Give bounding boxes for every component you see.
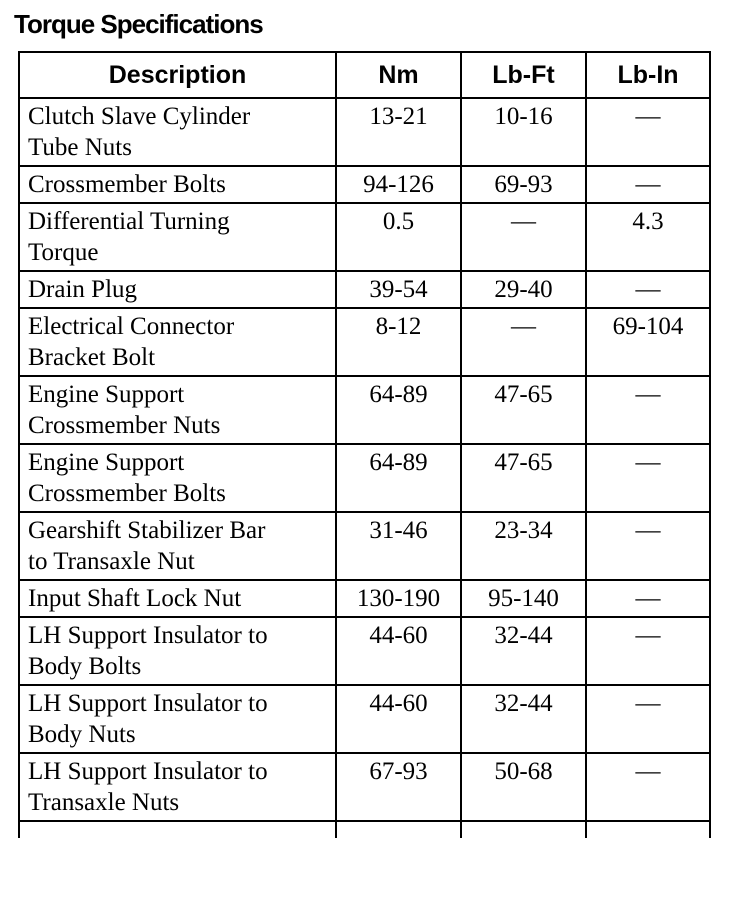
- description-cell: [19, 580, 336, 617]
- description-line: Torque: [28, 239, 99, 266]
- description-line: LH Support Insulator to: [28, 622, 268, 649]
- nm-cell: 0.5: [336, 203, 461, 271]
- nm-cell: 44-60: [336, 617, 461, 685]
- table-row: [19, 753, 710, 821]
- description-line: to Transaxle Nut: [28, 548, 195, 575]
- table-row: [19, 512, 710, 580]
- table-row: [19, 685, 710, 753]
- description-line: Gearshift Stabilizer Bar: [28, 517, 266, 544]
- description-line: Tube Nuts: [28, 134, 132, 161]
- lbft-cell: 95-140: [461, 580, 586, 617]
- lbin-cell: —: [586, 753, 710, 821]
- description-cell: [19, 203, 336, 271]
- description-cell: [19, 98, 336, 166]
- column-header-description: Description: [19, 52, 336, 98]
- description-line: Crossmember Bolts: [28, 171, 226, 198]
- table-cell-empty: [19, 821, 336, 838]
- description-cell: [19, 444, 336, 512]
- lbft-cell: —: [461, 203, 586, 271]
- description-cell: [19, 512, 336, 580]
- lbft-cell: 32-44: [461, 617, 586, 685]
- description-line: Drain Plug: [28, 276, 138, 303]
- table-row: [19, 444, 710, 512]
- table-row: [19, 271, 710, 308]
- description-line: Differential Turning: [28, 208, 230, 235]
- nm-cell: 39-54: [336, 271, 461, 308]
- lbft-cell: 69-93: [461, 166, 586, 203]
- lbft-cell: —: [461, 308, 586, 376]
- table-cell-empty: [461, 821, 586, 838]
- column-header-lbft: Lb-Ft: [461, 52, 586, 98]
- nm-cell: 67-93: [336, 753, 461, 821]
- table-row: [19, 580, 710, 617]
- column-header-lbin: Lb-In: [586, 52, 710, 98]
- table-cell-empty: [586, 821, 710, 838]
- lbin-cell: —: [586, 685, 710, 753]
- lbft-cell: 47-65: [461, 376, 586, 444]
- description-line: Transaxle Nuts: [28, 789, 180, 816]
- lbft-cell: 10-16: [461, 98, 586, 166]
- lbin-cell: 69-104: [586, 308, 710, 376]
- lbft-cell: 32-44: [461, 685, 586, 753]
- lbin-cell: —: [586, 580, 710, 617]
- table-row: [19, 166, 710, 203]
- table-header-row: [19, 52, 710, 98]
- table-row: [19, 617, 710, 685]
- nm-cell: 31-46: [336, 512, 461, 580]
- description-cell: [19, 308, 336, 376]
- description-line: Body Nuts: [28, 721, 136, 748]
- description-line: LH Support Insulator to: [28, 690, 268, 717]
- description-cell: [19, 685, 336, 753]
- description-line: Electrical Connector: [28, 313, 235, 340]
- description-cell: [19, 166, 336, 203]
- column-header-nm: Nm: [336, 52, 461, 98]
- description-cell: [19, 753, 336, 821]
- nm-cell: 64-89: [336, 376, 461, 444]
- description-cell: [19, 376, 336, 444]
- description-line: Bracket Bolt: [28, 344, 156, 371]
- table-cell-empty: [336, 821, 461, 838]
- nm-cell: 44-60: [336, 685, 461, 753]
- lbft-cell: 47-65: [461, 444, 586, 512]
- nm-cell: 130-190: [336, 580, 461, 617]
- description-line: Clutch Slave Cylinder: [28, 103, 251, 130]
- lbin-cell: —: [586, 98, 710, 166]
- table-row: [19, 98, 710, 166]
- description-line: Input Shaft Lock Nut: [28, 585, 242, 612]
- table-row-partial: [19, 821, 710, 838]
- description-line: Crossmember Bolts: [28, 480, 226, 507]
- page-title: Torque Specifications: [14, 9, 263, 39]
- table-row: [19, 376, 710, 444]
- nm-cell: 64-89: [336, 444, 461, 512]
- table-row: [19, 308, 710, 376]
- lbin-cell: —: [586, 166, 710, 203]
- description-line: Body Bolts: [28, 653, 142, 680]
- lbft-cell: 29-40: [461, 271, 586, 308]
- lbft-cell: 50-68: [461, 753, 586, 821]
- lbin-cell: —: [586, 512, 710, 580]
- description-cell: [19, 617, 336, 685]
- description-line: LH Support Insulator to: [28, 758, 268, 785]
- nm-cell: 13-21: [336, 98, 461, 166]
- lbin-cell: —: [586, 376, 710, 444]
- nm-cell: 94-126: [336, 166, 461, 203]
- description-line: Crossmember Nuts: [28, 412, 221, 439]
- lbin-cell: 4.3: [586, 203, 710, 271]
- lbft-cell: 23-34: [461, 512, 586, 580]
- table-row: [19, 203, 710, 271]
- lbin-cell: —: [586, 444, 710, 512]
- description-cell: [19, 271, 336, 308]
- lbin-cell: —: [586, 617, 710, 685]
- table-body: [19, 98, 710, 821]
- nm-cell: 8-12: [336, 308, 461, 376]
- description-line: Engine Support: [28, 449, 185, 476]
- torque-specifications-table: [18, 51, 711, 838]
- lbin-cell: —: [586, 271, 710, 308]
- description-line: Engine Support: [28, 381, 185, 408]
